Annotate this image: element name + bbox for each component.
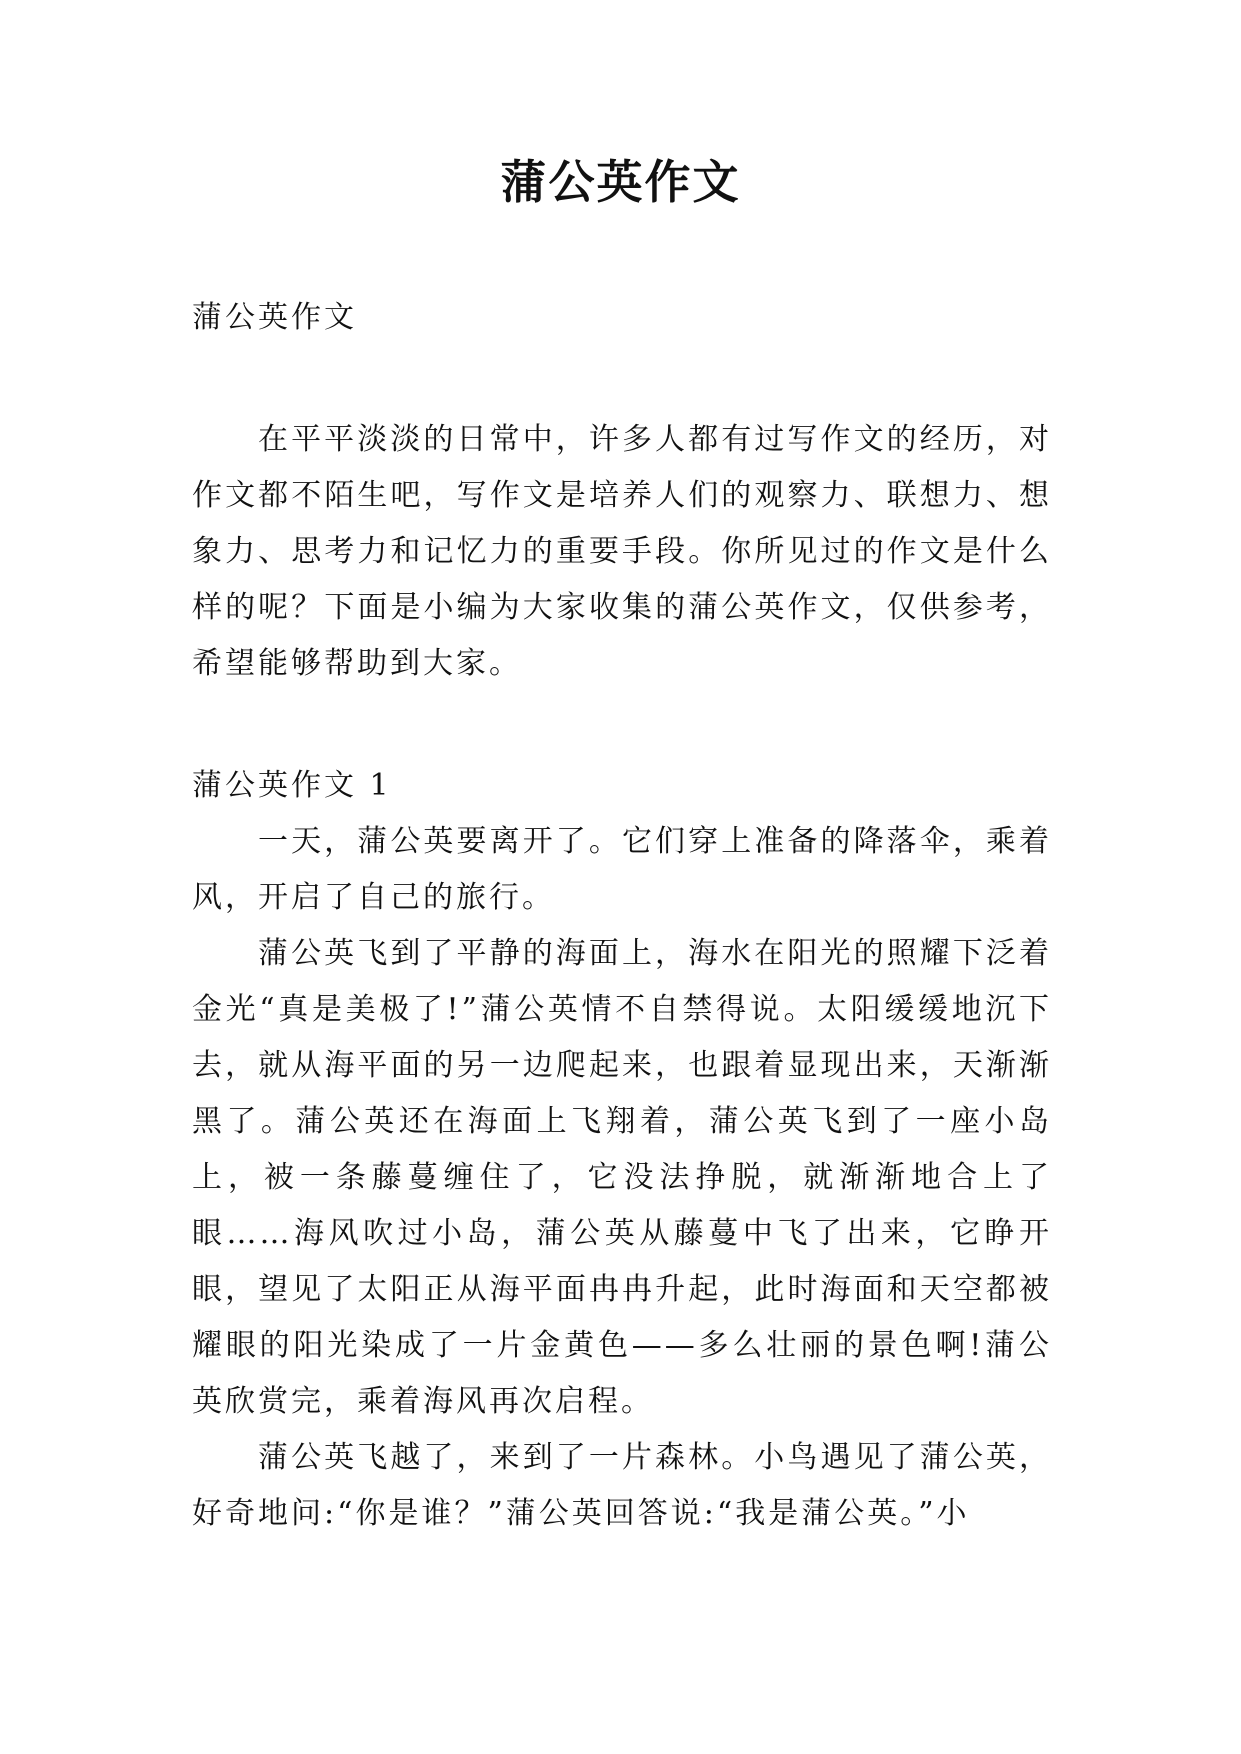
spacer <box>192 692 1052 758</box>
essay-paragraph: 蒲公英飞越了，来到了一片森林。小鸟遇见了蒲公英，好奇地问:“你是谁？”蒲公英回答说:“我是蒲公英。”小 <box>192 1440 1052 1531</box>
essay-heading: 蒲公英作文 1 <box>192 768 392 803</box>
document-body <box>192 290 1052 1542</box>
essay-paragraph: 蒲公英飞到了平静的海面上，海水在阳光的照耀下泛着金光“真是美极了!”蒲公英情不自禁得说。太阳缓缓地沉下去，就从海平面的另一边爬起来，也跟着显现出来，天渐渐黑了。蒲公英还在海面上飞翔着，蒲公英飞到了一座小岛上，被一条藤蔓缠住了，它没法挣脱，就渐渐地合上了眼……海风吹过小岛，蒲公英从藤蔓中飞了出来，它睁开眼，望见了太阳正从海平面冉冉升起，此时海面和天空都被耀眼的阳光染成了一片金黄色——多么壮丽的景色啊!蒲公英欣赏完，乘着海风再次启程。 <box>192 936 1052 1419</box>
spacer <box>192 346 1052 412</box>
document-title: 蒲公英作文 <box>500 155 741 209</box>
intro-paragraph: 在平平淡淡的日常中，许多人都有过写作文的经历，对作文都不陌生吧，写作文是培养人们的观察力、联想力、想象力、思考力和记忆力的重要手段。你所见过的作文是什么样的呢？下面是小编为大家收集的蒲公英作文，仅供参考，希望能够帮助到大家。 <box>192 422 1052 681</box>
section-heading: 蒲公英作文 <box>192 300 357 335</box>
essay-paragraph: 一天，蒲公英要离开了。它们穿上准备的降落伞，乘着风，开启了自己的旅行。 <box>192 824 1052 915</box>
